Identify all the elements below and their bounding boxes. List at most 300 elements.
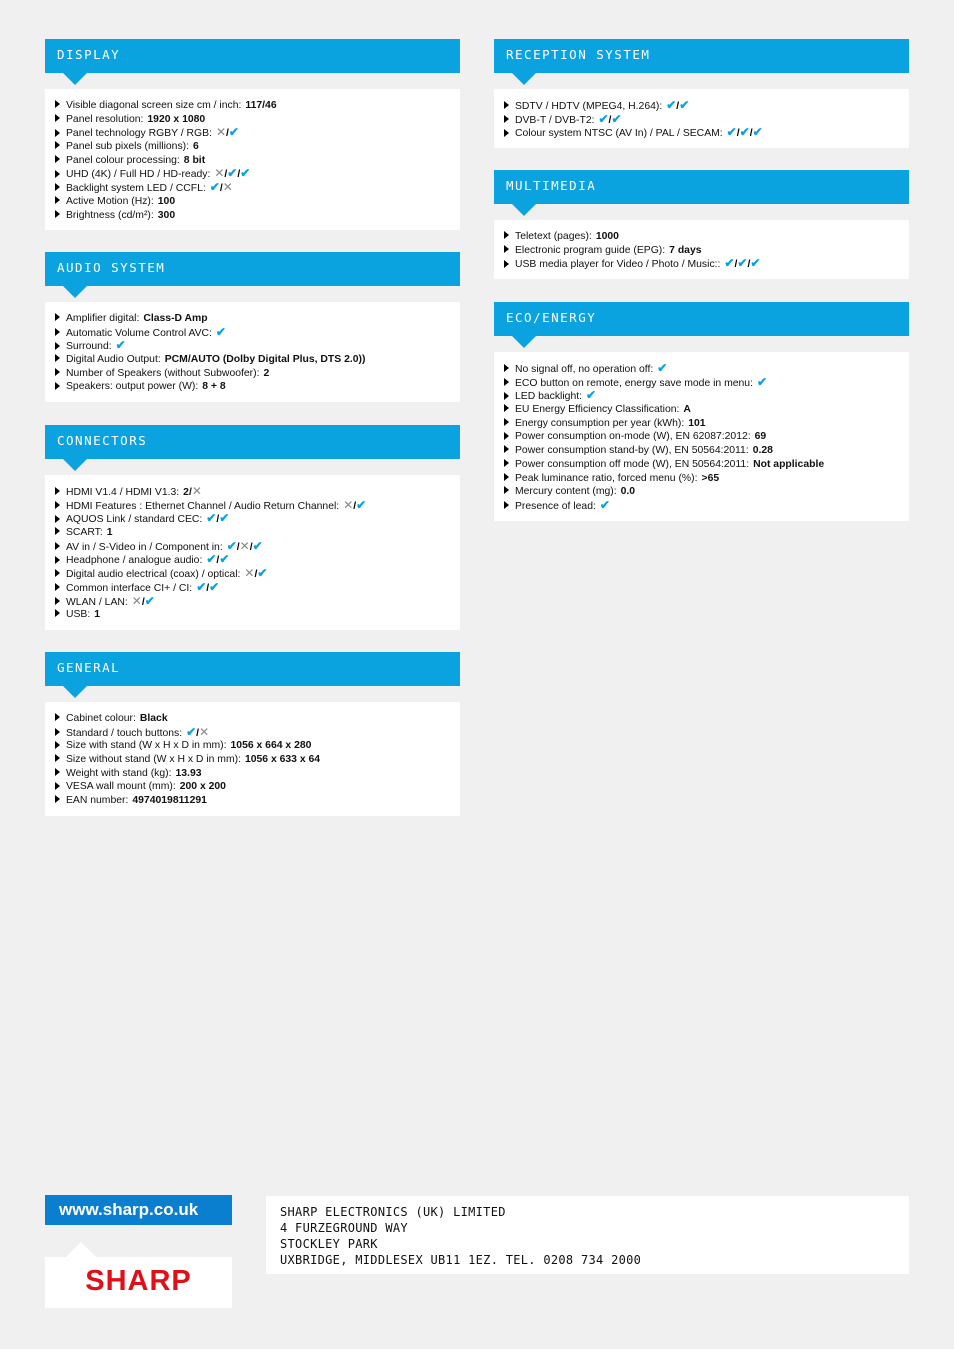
spec-row: [55, 195, 450, 209]
spec-row: [55, 99, 450, 113]
spec-value: 2: [263, 367, 270, 379]
spec-row: [55, 595, 450, 609]
reception-section: [494, 39, 909, 148]
spec-label: Panel sub pixels (millions):: [66, 141, 190, 153]
spec-list: [45, 702, 460, 816]
spec-row: [504, 430, 899, 444]
spec-row: [55, 209, 450, 223]
spec-marks: [186, 724, 210, 739]
spec-value: 200 x 200: [179, 781, 226, 793]
sharp-logo: SHARP: [85, 1265, 192, 1297]
spec-list: [45, 89, 460, 230]
separator: /: [224, 169, 228, 181]
spec-row: [55, 553, 450, 567]
spec-marks: [215, 125, 239, 140]
triangle-bullet-icon: [504, 418, 509, 426]
separator: /: [216, 514, 220, 526]
spec-value: 69: [754, 431, 767, 443]
header-pointer: [63, 459, 87, 471]
triangle-bullet-icon: [504, 378, 509, 386]
section-title: AUDIO SYSTEM: [57, 260, 166, 275]
spec-marks: [131, 593, 155, 608]
spec-list: [45, 475, 460, 630]
triangle-bullet-icon: [504, 445, 509, 453]
separator: /: [236, 541, 240, 553]
general-section: [45, 652, 460, 816]
triangle-bullet-icon: [55, 728, 60, 736]
separator: /: [734, 259, 738, 271]
spec-marks: [214, 166, 251, 181]
spec-row: [55, 339, 450, 353]
check-icon: ✔: [226, 538, 237, 553]
address-line: 4 FURZEGROUND WAY: [280, 1221, 408, 1235]
triangle-bullet-icon: [504, 129, 509, 137]
spec-label: Standard / touch buttons:: [66, 727, 183, 739]
spec-label: Teletext (pages):: [515, 231, 592, 242]
spec-value: 0.28: [752, 445, 773, 457]
spec-row: [504, 362, 899, 376]
triangle-bullet-icon: [55, 741, 60, 749]
spec-marks: [191, 484, 202, 498]
spec-label: Backlight system LED / CCFL:: [66, 183, 206, 195]
spec-label: Energy consumption per year (kWh):: [515, 417, 685, 429]
spec-row: [55, 526, 450, 540]
spec-value: >65: [701, 472, 720, 484]
check-icon: ✔: [657, 361, 668, 375]
check-icon: ✔: [666, 98, 677, 112]
check-icon: ✔: [219, 511, 230, 526]
triangle-bullet-icon: [55, 527, 60, 535]
spec-label: SDTV / HDTV (MPEG4, H.264):: [515, 101, 663, 112]
spec-marks: [206, 511, 230, 526]
spec-row: [504, 113, 899, 127]
header-pointer: [63, 73, 87, 85]
separator: /: [237, 169, 241, 181]
spec-label: Active Motion (Hz):: [66, 195, 154, 207]
address-line: STOCKLEY PARK: [280, 1237, 378, 1251]
spec-label: No signal off, no operation off:: [515, 364, 654, 375]
spec-row: [504, 376, 899, 390]
spec-label: Headphone / analogue audio:: [66, 555, 203, 567]
spec-marks: [666, 98, 690, 112]
spec-value: Not applicable: [753, 458, 825, 470]
triangle-bullet-icon: [55, 342, 60, 350]
spec-row: [55, 567, 450, 581]
triangle-bullet-icon: [55, 609, 60, 617]
section-title: MULTIMEDIA: [506, 178, 597, 193]
spec-label: Panel resolution:: [66, 113, 144, 125]
check-icon: ✔: [739, 125, 750, 140]
spec-row: [55, 726, 450, 740]
display-section: [45, 39, 460, 230]
spec-list: [494, 352, 909, 521]
spec-row: [504, 403, 899, 417]
spec-marks: [115, 338, 126, 353]
section-title: CONNECTORS: [57, 433, 148, 448]
triangle-bullet-icon: [55, 583, 60, 591]
section-header: [45, 425, 460, 459]
check-icon: ✔: [227, 166, 238, 181]
spec-value: 300: [157, 209, 176, 221]
section-header: [494, 39, 909, 73]
separator: /: [141, 596, 145, 608]
separator: /: [216, 555, 220, 567]
check-icon: ✔: [611, 111, 622, 126]
spec-row: [55, 608, 450, 622]
check-icon: ✔: [257, 566, 268, 581]
spec-row: [504, 472, 899, 486]
header-pointer: [512, 73, 536, 85]
spec-label: Number of Speakers (without Subwoofer):: [66, 367, 260, 379]
triangle-bullet-icon: [55, 754, 60, 762]
triangle-bullet-icon: [55, 328, 60, 336]
check-icon: ✔: [206, 511, 217, 526]
spec-label: LED backlight:: [515, 391, 582, 403]
spec-label: Electronic program guide (EPG):: [515, 244, 666, 256]
company-address: [266, 1196, 909, 1274]
check-icon: ✔: [144, 593, 155, 608]
spec-list: [45, 302, 460, 402]
logo-box: [45, 1257, 232, 1308]
check-icon: ✔: [586, 388, 597, 403]
spec-label: EAN number:: [66, 795, 129, 807]
spec-label: Automatic Volume Control AVC:: [66, 327, 212, 339]
separator: /: [206, 582, 210, 594]
triangle-bullet-icon: [504, 473, 509, 481]
cross-icon: ✕: [199, 724, 210, 739]
spec-label: Surround:: [66, 341, 112, 353]
spec-value: 6: [193, 141, 199, 153]
spec-label: Weight with stand (kg):: [66, 767, 172, 779]
triangle-bullet-icon: [504, 364, 509, 372]
triangle-bullet-icon: [504, 245, 509, 253]
spec-row: [55, 353, 450, 367]
separator: /: [196, 727, 200, 739]
spec-label: Speakers: output power (W):: [66, 381, 199, 393]
spec-label: USB media player for Video / Photo / Music::: [515, 259, 721, 271]
spec-row: [55, 581, 450, 595]
spec-value: 8 + 8: [202, 381, 226, 393]
triangle-bullet-icon: [55, 597, 60, 605]
triangle-bullet-icon: [55, 569, 60, 577]
spec-label: HDMI Features : Ethernet Channel / Audio Return Channel:: [66, 500, 340, 512]
spec-row: [55, 326, 450, 340]
check-icon: ✔: [356, 497, 367, 512]
section-header: [494, 170, 909, 204]
section-header: [45, 39, 460, 73]
check-icon: ✔: [724, 256, 735, 271]
check-icon: ✔: [599, 497, 610, 512]
spec-marks: [343, 497, 367, 512]
spec-row: [504, 126, 899, 140]
spec-label: Size without stand (W x H x D in mm):: [66, 754, 241, 766]
address-line: UXBRIDGE, MIDDLESEX UB11 1EZ. TEL. 0208 734 2000: [280, 1253, 642, 1267]
check-icon: ✔: [115, 338, 126, 353]
check-icon: ✔: [215, 324, 226, 339]
triangle-bullet-icon: [504, 404, 509, 412]
spec-label: Digital audio electrical (coax) / optical:: [66, 569, 241, 581]
check-icon: ✔: [240, 166, 251, 181]
triangle-bullet-icon: [504, 432, 509, 440]
triangle-bullet-icon: [55, 313, 60, 321]
separator: /: [249, 541, 253, 553]
spec-row: [55, 312, 450, 326]
spec-label: Cabinet colour:: [66, 713, 136, 724]
spec-marks: [215, 324, 226, 339]
triangle-bullet-icon: [504, 486, 509, 494]
triangle-bullet-icon: [55, 556, 60, 564]
spec-row: [504, 444, 899, 458]
triangle-bullet-icon: [504, 101, 509, 109]
spec-label: DVB-T / DVB-T2:: [515, 114, 595, 126]
spec-row: [55, 485, 450, 499]
spec-label: Power consumption stand-by (W), EN 50564:2011:: [515, 445, 749, 457]
cross-icon: ✕: [244, 566, 255, 581]
spec-label: HDMI V1.4 / HDMI V1.3:: [66, 487, 180, 498]
check-icon: ✔: [252, 538, 263, 553]
spec-value: 117/46: [245, 100, 277, 111]
spec-row: [55, 753, 450, 767]
spec-row: [504, 389, 899, 403]
spec-value: 1920 x 1080: [147, 113, 206, 125]
triangle-bullet-icon: [55, 795, 60, 803]
spec-label: Brightness (cd/m²):: [66, 209, 154, 221]
section-title: GENERAL: [57, 660, 121, 675]
check-icon: ✔: [228, 125, 239, 140]
spec-marks: [657, 361, 668, 375]
spec-row: [55, 780, 450, 794]
spec-label: Colour system NTSC (AV In) / PAL / SECAM:: [515, 128, 723, 140]
spec-marks: [244, 566, 268, 581]
triangle-bullet-icon: [55, 196, 60, 204]
spec-label: WLAN / LAN:: [66, 596, 128, 608]
check-icon: ✔: [186, 724, 197, 739]
separator: /: [254, 569, 258, 581]
spec-label: SCART:: [66, 527, 103, 539]
spec-row: [55, 739, 450, 753]
spec-value: 100: [157, 195, 176, 207]
spec-row: [504, 499, 899, 513]
section-title: RECEPTION SYSTEM: [506, 47, 651, 62]
cross-icon: ✕: [215, 125, 226, 140]
separator: /: [736, 128, 740, 140]
separator: /: [353, 500, 357, 512]
spec-marks: [726, 125, 763, 140]
spec-value: 1056 x 664 x 280: [230, 740, 312, 752]
spec-list: [494, 220, 909, 279]
spec-row: [55, 154, 450, 168]
spec-label: ECO button on remote, energy save mode in menu:: [515, 377, 753, 389]
spec-marks: [724, 256, 761, 271]
check-icon: ✔: [726, 125, 737, 140]
spec-label: Digital Audio Output:: [66, 354, 161, 366]
spec-value: 101: [688, 417, 706, 429]
triangle-bullet-icon: [55, 768, 60, 776]
spec-row: [55, 512, 450, 526]
triangle-bullet-icon: [55, 114, 60, 122]
triangle-bullet-icon: [55, 487, 60, 495]
triangle-bullet-icon: [55, 515, 60, 523]
spec-row: [55, 499, 450, 513]
spec-label: Panel technology RGBY / RGB:: [66, 128, 212, 140]
spec-marks: [196, 579, 220, 594]
spec-row: [504, 244, 899, 258]
check-icon: ✔: [737, 256, 748, 271]
check-icon: ✔: [679, 98, 690, 112]
spec-row: [55, 167, 450, 181]
cross-icon: ✕: [343, 497, 354, 512]
spec-label: Mercury content (mg):: [515, 486, 617, 498]
spec-label: Power consumption off mode (W), EN 50564:2011:: [515, 458, 750, 470]
spec-value: 1056 x 633 x 64: [244, 754, 321, 766]
check-icon: ✔: [219, 552, 230, 567]
spec-row: [504, 230, 899, 244]
spec-row: [55, 113, 450, 127]
triangle-bullet-icon: [55, 382, 60, 390]
spec-row: [55, 380, 450, 394]
spec-label: Presence of lead:: [515, 500, 596, 512]
cross-icon: ✕: [239, 538, 250, 553]
spec-row: [504, 99, 899, 113]
triangle-bullet-icon: [55, 210, 60, 218]
check-icon: ✔: [750, 256, 761, 271]
spec-label: AQUOS Link / standard CEC:: [66, 514, 203, 526]
spec-row: [55, 126, 450, 140]
triangle-bullet-icon: [55, 170, 60, 178]
header-pointer: [512, 336, 536, 348]
spec-label: USB:: [66, 609, 91, 621]
spec-value: 1000: [595, 231, 619, 242]
triangle-bullet-icon: [55, 100, 60, 108]
separator: /: [676, 101, 680, 112]
audio-section: [45, 252, 460, 402]
spec-value: 1: [94, 609, 101, 621]
check-icon: ✔: [209, 180, 220, 195]
triangle-bullet-icon: [504, 501, 509, 509]
spec-row: [504, 458, 899, 472]
header-pointer: [63, 686, 87, 698]
spec-row: [55, 140, 450, 154]
logo-notch: [66, 1242, 96, 1257]
eco-section: [494, 302, 909, 521]
section-header: [494, 302, 909, 336]
cross-icon: ✕: [214, 166, 225, 181]
spec-label: VESA wall mount (mm):: [66, 781, 176, 793]
connectors-section: [45, 425, 460, 630]
section-header: [45, 252, 460, 286]
spec-label: Common interface CI+ / CI:: [66, 582, 193, 594]
cross-icon: ✕: [131, 593, 142, 608]
spec-marks: [599, 497, 610, 512]
spec-label: Power consumption on-mode (W), EN 62087:2012:: [515, 431, 751, 443]
spec-label: Visible diagonal screen size cm / inch:: [66, 100, 242, 111]
spec-value: 2/: [183, 487, 192, 498]
spec-label: UHD (4K) / Full HD / HD-ready:: [66, 169, 211, 181]
spec-label: Size with stand (W x H x D in mm):: [66, 740, 227, 752]
triangle-bullet-icon: [55, 183, 60, 191]
triangle-bullet-icon: [55, 368, 60, 376]
section-header: [45, 652, 460, 686]
spec-row: [55, 540, 450, 554]
triangle-bullet-icon: [55, 155, 60, 163]
spec-row: [504, 485, 899, 499]
separator: /: [608, 114, 612, 126]
triangle-bullet-icon: [504, 260, 509, 268]
separator: /: [226, 128, 229, 140]
spec-value: 8 bit: [183, 154, 206, 166]
spec-value: 13.93: [175, 767, 202, 779]
website-link[interactable]: www.sharp.co.uk: [45, 1195, 232, 1225]
triangle-bullet-icon: [55, 354, 60, 362]
triangle-bullet-icon: [504, 115, 509, 123]
spec-row: [55, 712, 450, 726]
check-icon: ✔: [196, 579, 207, 594]
spec-label: AV in / S-Video in / Component in:: [66, 541, 223, 553]
triangle-bullet-icon: [55, 129, 60, 137]
triangle-bullet-icon: [55, 542, 60, 550]
check-icon: ✔: [206, 552, 217, 567]
spec-value: Black: [139, 713, 168, 724]
spec-label: Amplifier digital:: [66, 313, 140, 324]
spec-row: [55, 367, 450, 381]
spec-marks: [598, 111, 622, 126]
spec-value: 0.0: [620, 486, 636, 498]
spec-value: PCM/AUTO (Dolby Digital Plus, DTS 2.0)): [164, 354, 366, 366]
spec-label: EU Energy Efficiency Classification:: [515, 404, 680, 416]
check-icon: ✔: [752, 125, 763, 140]
triangle-bullet-icon: [504, 231, 509, 239]
spec-row: [55, 794, 450, 808]
spec-marks: [206, 552, 230, 567]
spec-row: [504, 257, 899, 271]
spec-row: [55, 767, 450, 781]
spec-label: Panel colour processing:: [66, 154, 180, 166]
triangle-bullet-icon: [55, 501, 60, 509]
spec-marks: [226, 538, 263, 553]
separator: /: [749, 128, 753, 140]
spec-value: 7 days: [669, 244, 702, 256]
cross-icon: ✕: [191, 484, 202, 498]
spec-value: 4974019811291: [132, 795, 207, 807]
spec-list: [494, 89, 909, 148]
spec-label: Peak luminance ratio, forced menu (%):: [515, 472, 698, 484]
spec-value: 1: [106, 527, 113, 539]
triangle-bullet-icon: [504, 392, 509, 400]
check-icon: ✔: [756, 374, 768, 389]
spec-row: [55, 181, 450, 195]
spec-row: [504, 417, 899, 431]
spec-marks: [209, 180, 233, 195]
check-icon: ✔: [598, 111, 609, 126]
address-line: SHARP ELECTRONICS (UK) LIMITED: [280, 1205, 506, 1219]
triangle-bullet-icon: [504, 459, 509, 467]
spec-value: A: [683, 404, 691, 416]
check-icon: ✔: [209, 579, 220, 594]
spec-marks: [756, 374, 768, 389]
header-pointer: [63, 286, 87, 298]
triangle-bullet-icon: [55, 782, 60, 790]
separator: /: [747, 259, 751, 271]
multimedia-section: [494, 170, 909, 279]
cross-icon: ✕: [222, 180, 233, 195]
spec-marks: [586, 388, 597, 403]
section-title: DISPLAY: [57, 47, 121, 62]
spec-value: Class-D Amp: [143, 313, 208, 324]
triangle-bullet-icon: [55, 141, 60, 149]
triangle-bullet-icon: [55, 713, 60, 721]
header-pointer: [512, 204, 536, 216]
separator: /: [219, 183, 223, 195]
